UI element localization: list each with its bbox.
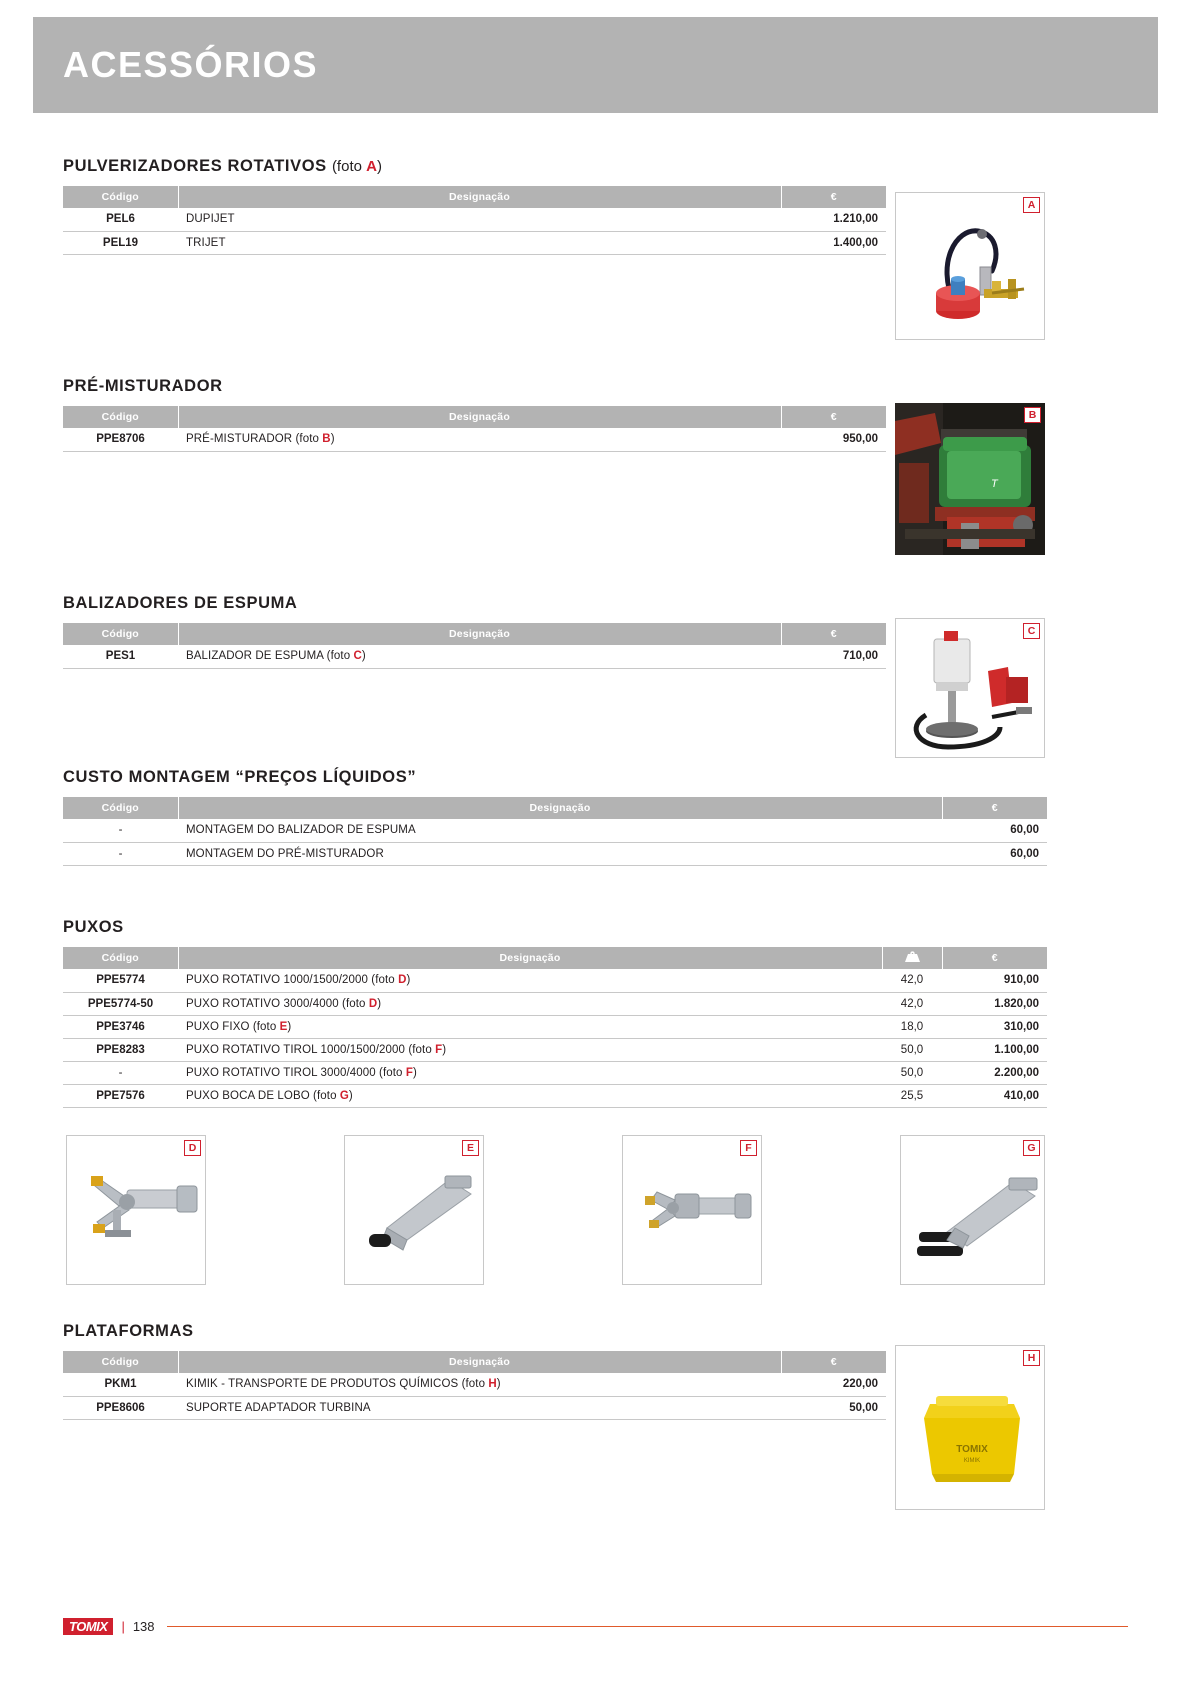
price-table-puxos — [63, 947, 1047, 1108]
section-title: PLATAFORMAS — [63, 1322, 194, 1340]
cell-peso: 42,0 — [882, 969, 942, 992]
page-title: ACESSÓRIOS — [63, 44, 319, 85]
col-designacao: Designação — [178, 623, 781, 645]
price-table-pre-misturador — [63, 406, 886, 452]
col-codigo: Código — [63, 406, 178, 428]
col-designacao: Designação — [178, 947, 882, 969]
svg-text:TOMIX: TOMIX — [956, 1444, 988, 1455]
col-codigo: Código — [63, 623, 178, 645]
cell-designacao: PRÉ-MISTURADOR (foto B) — [178, 428, 781, 451]
footer-rule — [167, 1626, 1128, 1627]
cell-preco: 950,00 — [781, 428, 886, 451]
cell-preco: 1.400,00 — [781, 231, 886, 254]
photo-tag-h: H — [1023, 1350, 1040, 1366]
col-euro: € — [781, 406, 886, 428]
section-photo-ref: (foto A) — [331, 158, 382, 175]
cell-codigo: - — [63, 819, 178, 842]
section-title: PULVERIZADORES ROTATIVOS (foto A) — [63, 157, 382, 175]
product-photo-b — [895, 403, 1045, 555]
table-row — [63, 645, 886, 668]
cell-preco: 910,00 — [942, 969, 1047, 992]
section-title: BALIZADORES DE ESPUMA — [63, 594, 298, 612]
product-photo-h — [895, 1345, 1045, 1510]
col-codigo: Código — [63, 1351, 178, 1373]
cell-preco: 310,00 — [942, 1015, 1047, 1038]
cell-designacao: TRIJET — [178, 231, 781, 254]
table-header-row — [63, 1351, 886, 1373]
table-row — [63, 1084, 1047, 1107]
footer-separator: | — [121, 1619, 125, 1634]
svg-text:T: T — [991, 478, 998, 490]
photo-art-puxo-tirol — [623, 1136, 761, 1284]
col-euro: € — [942, 947, 1047, 969]
cell-preco: 1.820,00 — [942, 992, 1047, 1015]
cell-designacao: BALIZADOR DE ESPUMA (foto C) — [178, 645, 781, 668]
photo-art-puxo-fixo — [345, 1136, 483, 1284]
col-euro: € — [942, 797, 1047, 819]
col-euro: € — [781, 1351, 886, 1373]
photo-tag-g: G — [1023, 1140, 1040, 1156]
table-row — [63, 969, 1047, 992]
page-number: 138 — [132, 1619, 155, 1634]
cell-designacao: KIMIK - TRANSPORTE DE PRODUTOS QUÍMICOS (foto H) — [178, 1373, 781, 1396]
cell-designacao: DUPIJET — [178, 208, 781, 231]
photo-art-foam-marker — [896, 619, 1044, 757]
cell-codigo: PKM1 — [63, 1373, 178, 1396]
cell-peso: 50,0 — [882, 1061, 942, 1084]
photo-art-kimik-box — [896, 1346, 1044, 1509]
product-photo-d — [66, 1135, 206, 1285]
section-custo-montagem — [63, 768, 1128, 866]
cell-preco: 710,00 — [781, 645, 886, 668]
cell-codigo: PPE7576 — [63, 1084, 178, 1107]
table-row — [63, 1061, 1047, 1084]
cell-preco: 60,00 — [942, 842, 1047, 865]
page-header-banner — [33, 17, 1158, 113]
cell-codigo: PPE3746 — [63, 1015, 178, 1038]
table-header-row — [63, 186, 886, 208]
cell-preco: 1.210,00 — [781, 208, 886, 231]
product-photo-g — [900, 1135, 1045, 1285]
cell-peso: 18,0 — [882, 1015, 942, 1038]
price-table-pulverizadores — [63, 186, 886, 255]
section-title: PRÉ-MISTURADOR — [63, 377, 223, 395]
cell-codigo: PEL19 — [63, 231, 178, 254]
brand-logo: TOMIX — [63, 1618, 113, 1635]
table-header-row — [63, 406, 886, 428]
cell-preco: 60,00 — [942, 819, 1047, 842]
weight-icon — [904, 950, 921, 963]
price-table-custo-montagem — [63, 797, 1047, 866]
product-photo-f — [622, 1135, 762, 1285]
col-codigo: Código — [63, 947, 178, 969]
cell-codigo: PPE8606 — [63, 1396, 178, 1419]
cell-designacao: PUXO FIXO (foto E) — [178, 1015, 882, 1038]
col-designacao: Designação — [178, 406, 781, 428]
photo-art-puxo-rotativo — [67, 1136, 205, 1284]
cell-designacao: MONTAGEM DO PRÉ-MISTURADOR — [178, 842, 942, 865]
col-euro: € — [781, 623, 886, 645]
table-row — [63, 992, 1047, 1015]
cell-codigo: PPE5774 — [63, 969, 178, 992]
cell-codigo: PPE8283 — [63, 1038, 178, 1061]
table-header-row — [63, 623, 886, 645]
photo-tag-d: D — [184, 1140, 201, 1156]
cell-peso: 50,0 — [882, 1038, 942, 1061]
section-title: CUSTO MONTAGEM “PREÇOS LÍQUIDOS” — [63, 768, 417, 786]
cell-designacao: PUXO BOCA DE LOBO (foto G) — [178, 1084, 882, 1107]
cell-peso: 25,5 — [882, 1084, 942, 1107]
cell-preco: 2.200,00 — [942, 1061, 1047, 1084]
cell-designacao: SUPORTE ADAPTADOR TURBINA — [178, 1396, 781, 1419]
col-codigo: Código — [63, 186, 178, 208]
col-designacao: Designação — [178, 186, 781, 208]
section-puxos — [63, 918, 1128, 1108]
price-table-plataformas — [63, 1351, 886, 1420]
table-header-row — [63, 947, 1047, 969]
table-row — [63, 1038, 1047, 1061]
cell-designacao: PUXO ROTATIVO TIROL 3000/4000 (foto F) — [178, 1061, 882, 1084]
cell-preco: 50,00 — [781, 1396, 886, 1419]
col-designacao: Designação — [178, 797, 942, 819]
table-row — [63, 819, 1047, 842]
cell-codigo: - — [63, 1061, 178, 1084]
page-footer — [63, 1618, 1128, 1635]
photo-tag-c: C — [1023, 623, 1040, 639]
photo-art-premixer — [895, 403, 1045, 555]
svg-text:KIMIK: KIMIK — [963, 1458, 981, 1464]
product-photo-c — [895, 618, 1045, 758]
cell-preco: 220,00 — [781, 1373, 886, 1396]
cell-peso: 42,0 — [882, 992, 942, 1015]
section-title: PUXOS — [63, 918, 124, 936]
cell-codigo: PPE5774-50 — [63, 992, 178, 1015]
photo-tag-b: B — [1024, 407, 1041, 423]
cell-codigo: PES1 — [63, 645, 178, 668]
table-header-row — [63, 797, 1047, 819]
photo-art-rotary-sprayer — [896, 193, 1044, 339]
cell-preco: 1.100,00 — [942, 1038, 1047, 1061]
table-row — [63, 428, 886, 451]
cell-preco: 410,00 — [942, 1084, 1047, 1107]
price-table-balizadores — [63, 623, 886, 669]
table-row — [63, 1015, 1047, 1038]
product-photo-a — [895, 192, 1045, 340]
table-row — [63, 842, 1047, 865]
cell-designacao: PUXO ROTATIVO 3000/4000 (foto D) — [178, 992, 882, 1015]
product-photo-e — [344, 1135, 484, 1285]
photo-tag-f: F — [740, 1140, 757, 1156]
photo-tag-a: A — [1023, 197, 1040, 213]
table-row — [63, 231, 886, 254]
col-peso — [882, 947, 942, 969]
cell-codigo: - — [63, 842, 178, 865]
photo-tag-e: E — [462, 1140, 479, 1156]
photo-art-puxo-boca-lobo — [901, 1136, 1044, 1284]
col-euro: € — [781, 186, 886, 208]
table-row — [63, 1373, 886, 1396]
cell-codigo: PPE8706 — [63, 428, 178, 451]
cell-designacao: MONTAGEM DO BALIZADOR DE ESPUMA — [178, 819, 942, 842]
table-row — [63, 208, 886, 231]
cell-codigo: PEL6 — [63, 208, 178, 231]
cell-designacao: PUXO ROTATIVO 1000/1500/2000 (foto D) — [178, 969, 882, 992]
col-designacao: Designação — [178, 1351, 781, 1373]
table-row — [63, 1396, 886, 1419]
cell-designacao: PUXO ROTATIVO TIROL 1000/1500/2000 (foto F) — [178, 1038, 882, 1061]
col-codigo: Código — [63, 797, 178, 819]
